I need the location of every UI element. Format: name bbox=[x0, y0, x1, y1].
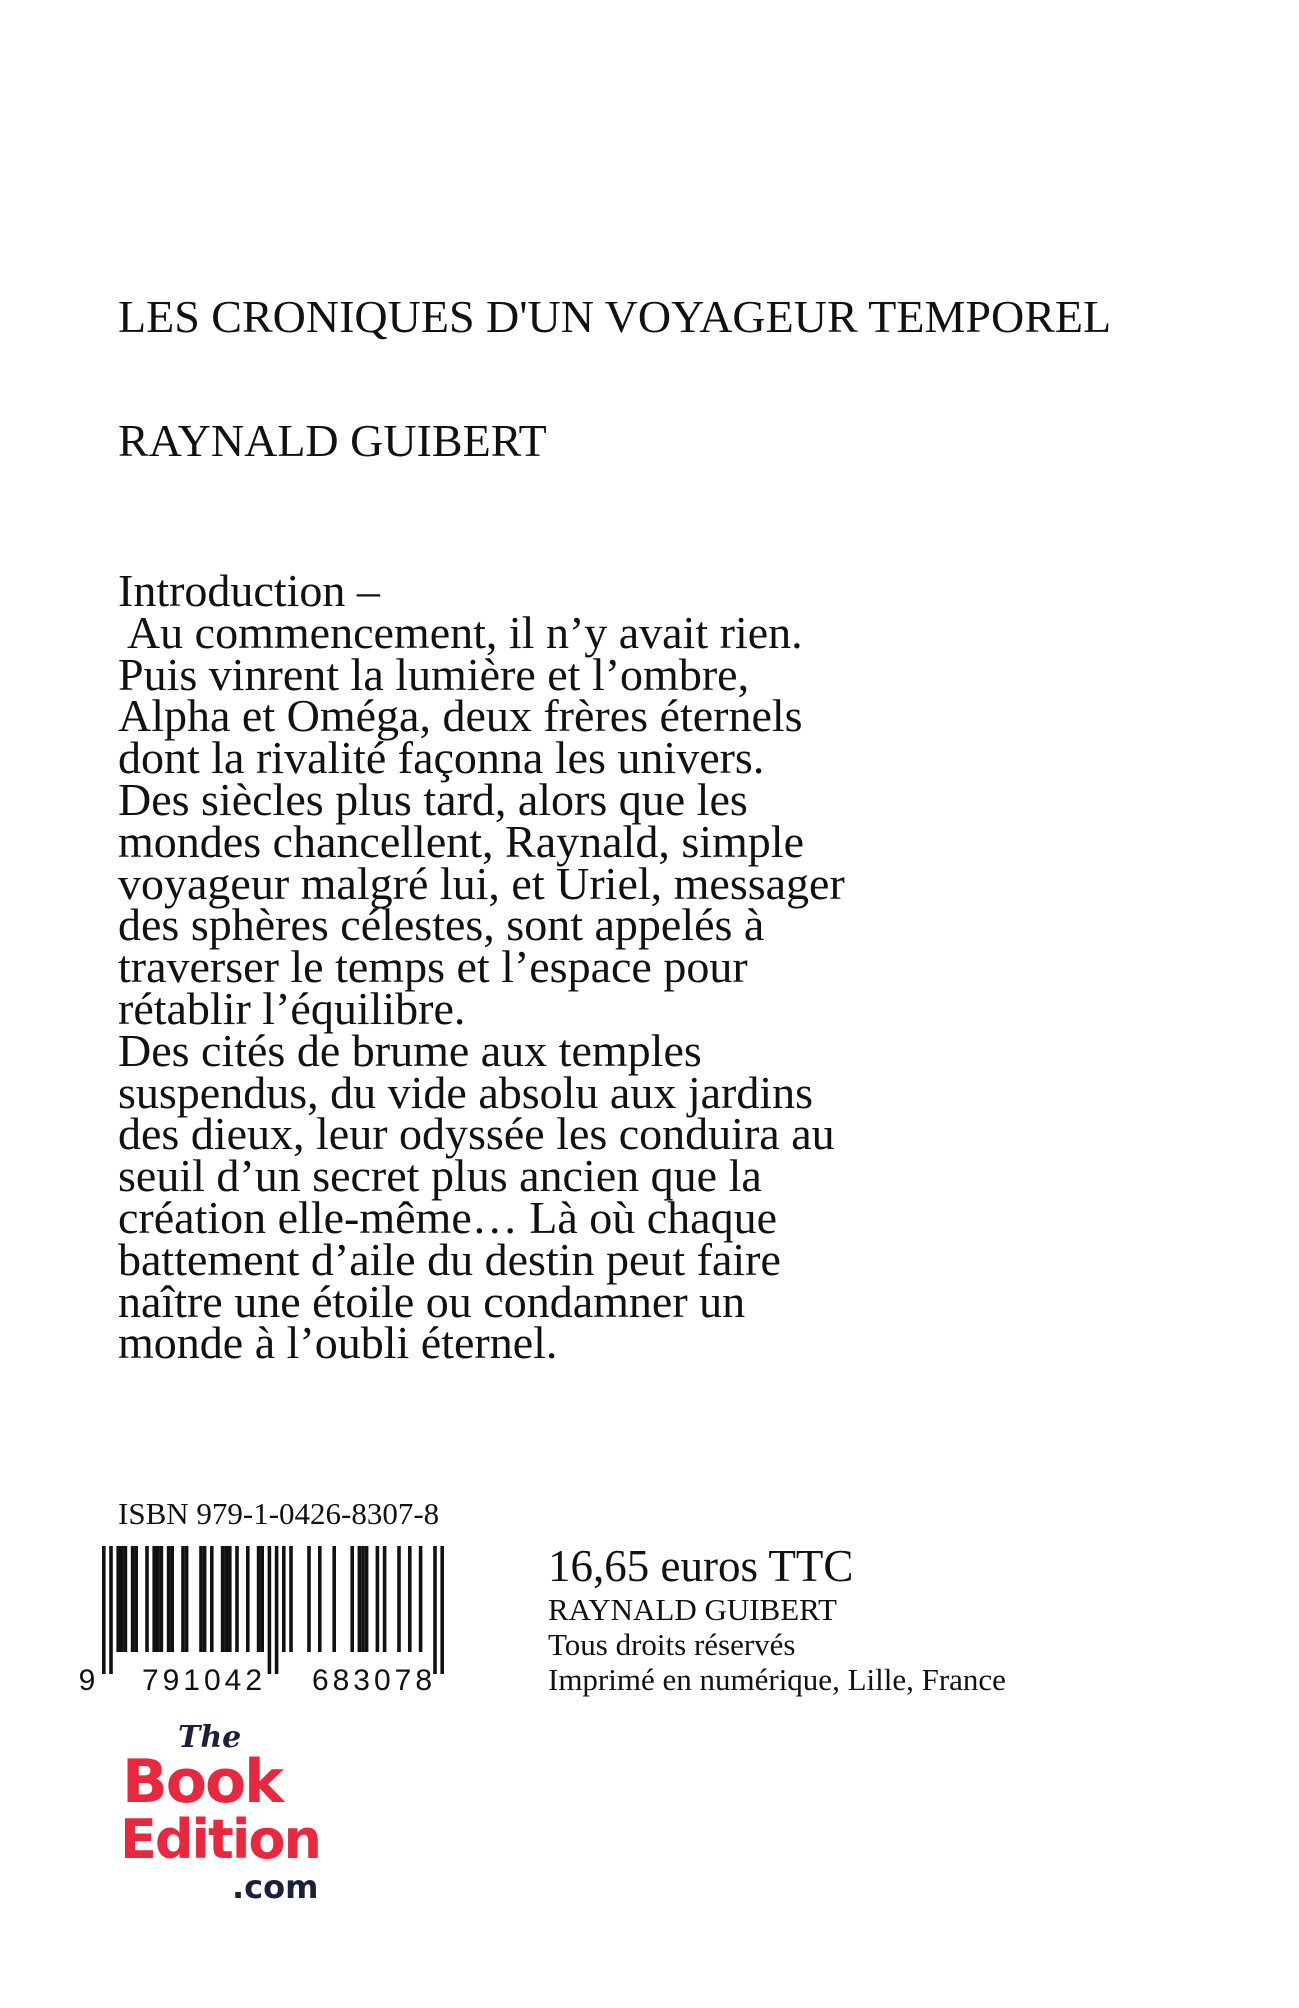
isbn-barcode bbox=[74, 1540, 494, 1692]
barcode-bar bbox=[361, 1546, 365, 1652]
blurb-line: création elle-même… Là où chaque bbox=[118, 1191, 778, 1243]
price: 16,65 euros TTC bbox=[548, 1541, 854, 1591]
book-author: RAYNALD GUIBERT bbox=[118, 415, 547, 466]
barcode-bar bbox=[289, 1546, 293, 1652]
rights-notice: Tous droits réservés bbox=[548, 1627, 796, 1662]
blurb-line: naître une étoile ou condamner un bbox=[118, 1275, 746, 1327]
barcode-bar bbox=[116, 1546, 120, 1652]
logo-the: The bbox=[178, 1720, 242, 1755]
book-title: LES CRONIQUES D'UN VOYAGEUR TEMPOREL bbox=[118, 291, 1112, 342]
barcode-bar bbox=[224, 1546, 228, 1652]
barcode-bar bbox=[307, 1546, 311, 1652]
blurb-line: suspendus, du vide absolu aux jardins bbox=[118, 1066, 814, 1118]
barcode-bar bbox=[120, 1546, 124, 1652]
blurb-line: Des siècles plus tard, alors que les bbox=[118, 773, 748, 825]
barcode-bar bbox=[152, 1546, 156, 1652]
blurb-line: voyageur malgré lui, et Uriel, messager bbox=[118, 857, 845, 909]
blurb-line: des sphères célestes, sont appelés à bbox=[118, 899, 765, 951]
barcode-bar bbox=[350, 1546, 354, 1652]
barcode-digit-prefix: 9 bbox=[78, 1664, 96, 1692]
blurb-line: Au commencement, il n’y avait rien. bbox=[118, 606, 803, 658]
barcode-bar bbox=[235, 1546, 239, 1652]
barcode-bar bbox=[203, 1546, 207, 1652]
barcode-bar bbox=[408, 1546, 412, 1652]
barcode-bar bbox=[268, 1546, 272, 1674]
logo-edition: Edition bbox=[120, 1808, 320, 1871]
blurb-line: dont la rivalité façonna les univers. bbox=[118, 732, 765, 784]
barcode-bar bbox=[131, 1546, 135, 1652]
blurb-line: Puis vinrent la lumière et l’ombre, bbox=[118, 648, 750, 700]
blurb-line: traverser le temps et l’espace pour bbox=[118, 941, 748, 993]
blurb-line: rétablir l’équilibre. bbox=[118, 982, 466, 1034]
blurb-line: Des cités de brume aux temples bbox=[118, 1024, 702, 1076]
barcode-bar bbox=[260, 1546, 264, 1652]
barcode-bar bbox=[275, 1546, 279, 1674]
barcode-bar bbox=[419, 1546, 423, 1652]
blurb bbox=[118, 565, 1018, 1369]
barcode-bar bbox=[376, 1546, 380, 1652]
blurb-line: battement d’aile du destin peut faire bbox=[118, 1233, 781, 1285]
blurb-line: mondes chancellent, Raynald, simple bbox=[118, 815, 804, 867]
blurb-line: Introduction – bbox=[118, 565, 380, 616]
barcode-bar bbox=[282, 1546, 286, 1652]
imprint-block bbox=[548, 1540, 1268, 1697]
blurb-line: seuil d’un secret plus ancien que la bbox=[118, 1150, 762, 1202]
barcode-bar bbox=[332, 1546, 336, 1652]
barcode-bar bbox=[210, 1546, 214, 1652]
blurb-line: Alpha et Oméga, deux frères éternels bbox=[118, 690, 803, 742]
barcode-bar bbox=[246, 1546, 250, 1652]
barcode-bar bbox=[318, 1546, 322, 1652]
barcode-bar bbox=[102, 1546, 106, 1674]
barcode-bar bbox=[221, 1546, 225, 1652]
blurb-line: monde à l’oubli éternel. bbox=[118, 1317, 558, 1369]
barcode-bar bbox=[160, 1546, 164, 1652]
barcode-bar bbox=[109, 1546, 113, 1674]
barcode-bar bbox=[199, 1546, 203, 1652]
barcode-bars bbox=[102, 1546, 444, 1674]
barcode-bar bbox=[181, 1546, 185, 1652]
isbn-label: ISBN 979-1-0426-8307-8 bbox=[118, 1496, 440, 1531]
barcode-bar bbox=[228, 1546, 232, 1652]
barcode-bar bbox=[134, 1546, 138, 1652]
barcode-bar bbox=[185, 1546, 189, 1652]
blurb-line: des dieux, leur odyssée les conduira au bbox=[118, 1108, 835, 1160]
barcode-bar bbox=[433, 1546, 437, 1674]
barcode-bar bbox=[358, 1546, 362, 1652]
barcode-digits-right: 683078 bbox=[311, 1664, 437, 1692]
imprint-author: RAYNALD GUIBERT bbox=[548, 1592, 837, 1627]
barcode-bar bbox=[257, 1546, 261, 1652]
barcode-bar bbox=[397, 1546, 401, 1652]
barcode-bar bbox=[365, 1546, 369, 1652]
barcode-bar bbox=[145, 1546, 149, 1652]
logo-book: Book bbox=[122, 1747, 283, 1817]
barcode-bar bbox=[124, 1546, 128, 1652]
barcode-bar bbox=[170, 1546, 174, 1652]
barcode-bar bbox=[167, 1546, 171, 1652]
barcode-bar bbox=[383, 1546, 387, 1652]
barcode-bar bbox=[440, 1546, 444, 1674]
logo-dotcom: .com bbox=[232, 1868, 319, 1906]
publisher-logo bbox=[120, 1710, 380, 1910]
print-location: Imprimé en numérique, Lille, France bbox=[548, 1662, 1006, 1697]
barcode-digits-left: 791042 bbox=[141, 1664, 267, 1692]
barcode-bar bbox=[156, 1546, 160, 1652]
